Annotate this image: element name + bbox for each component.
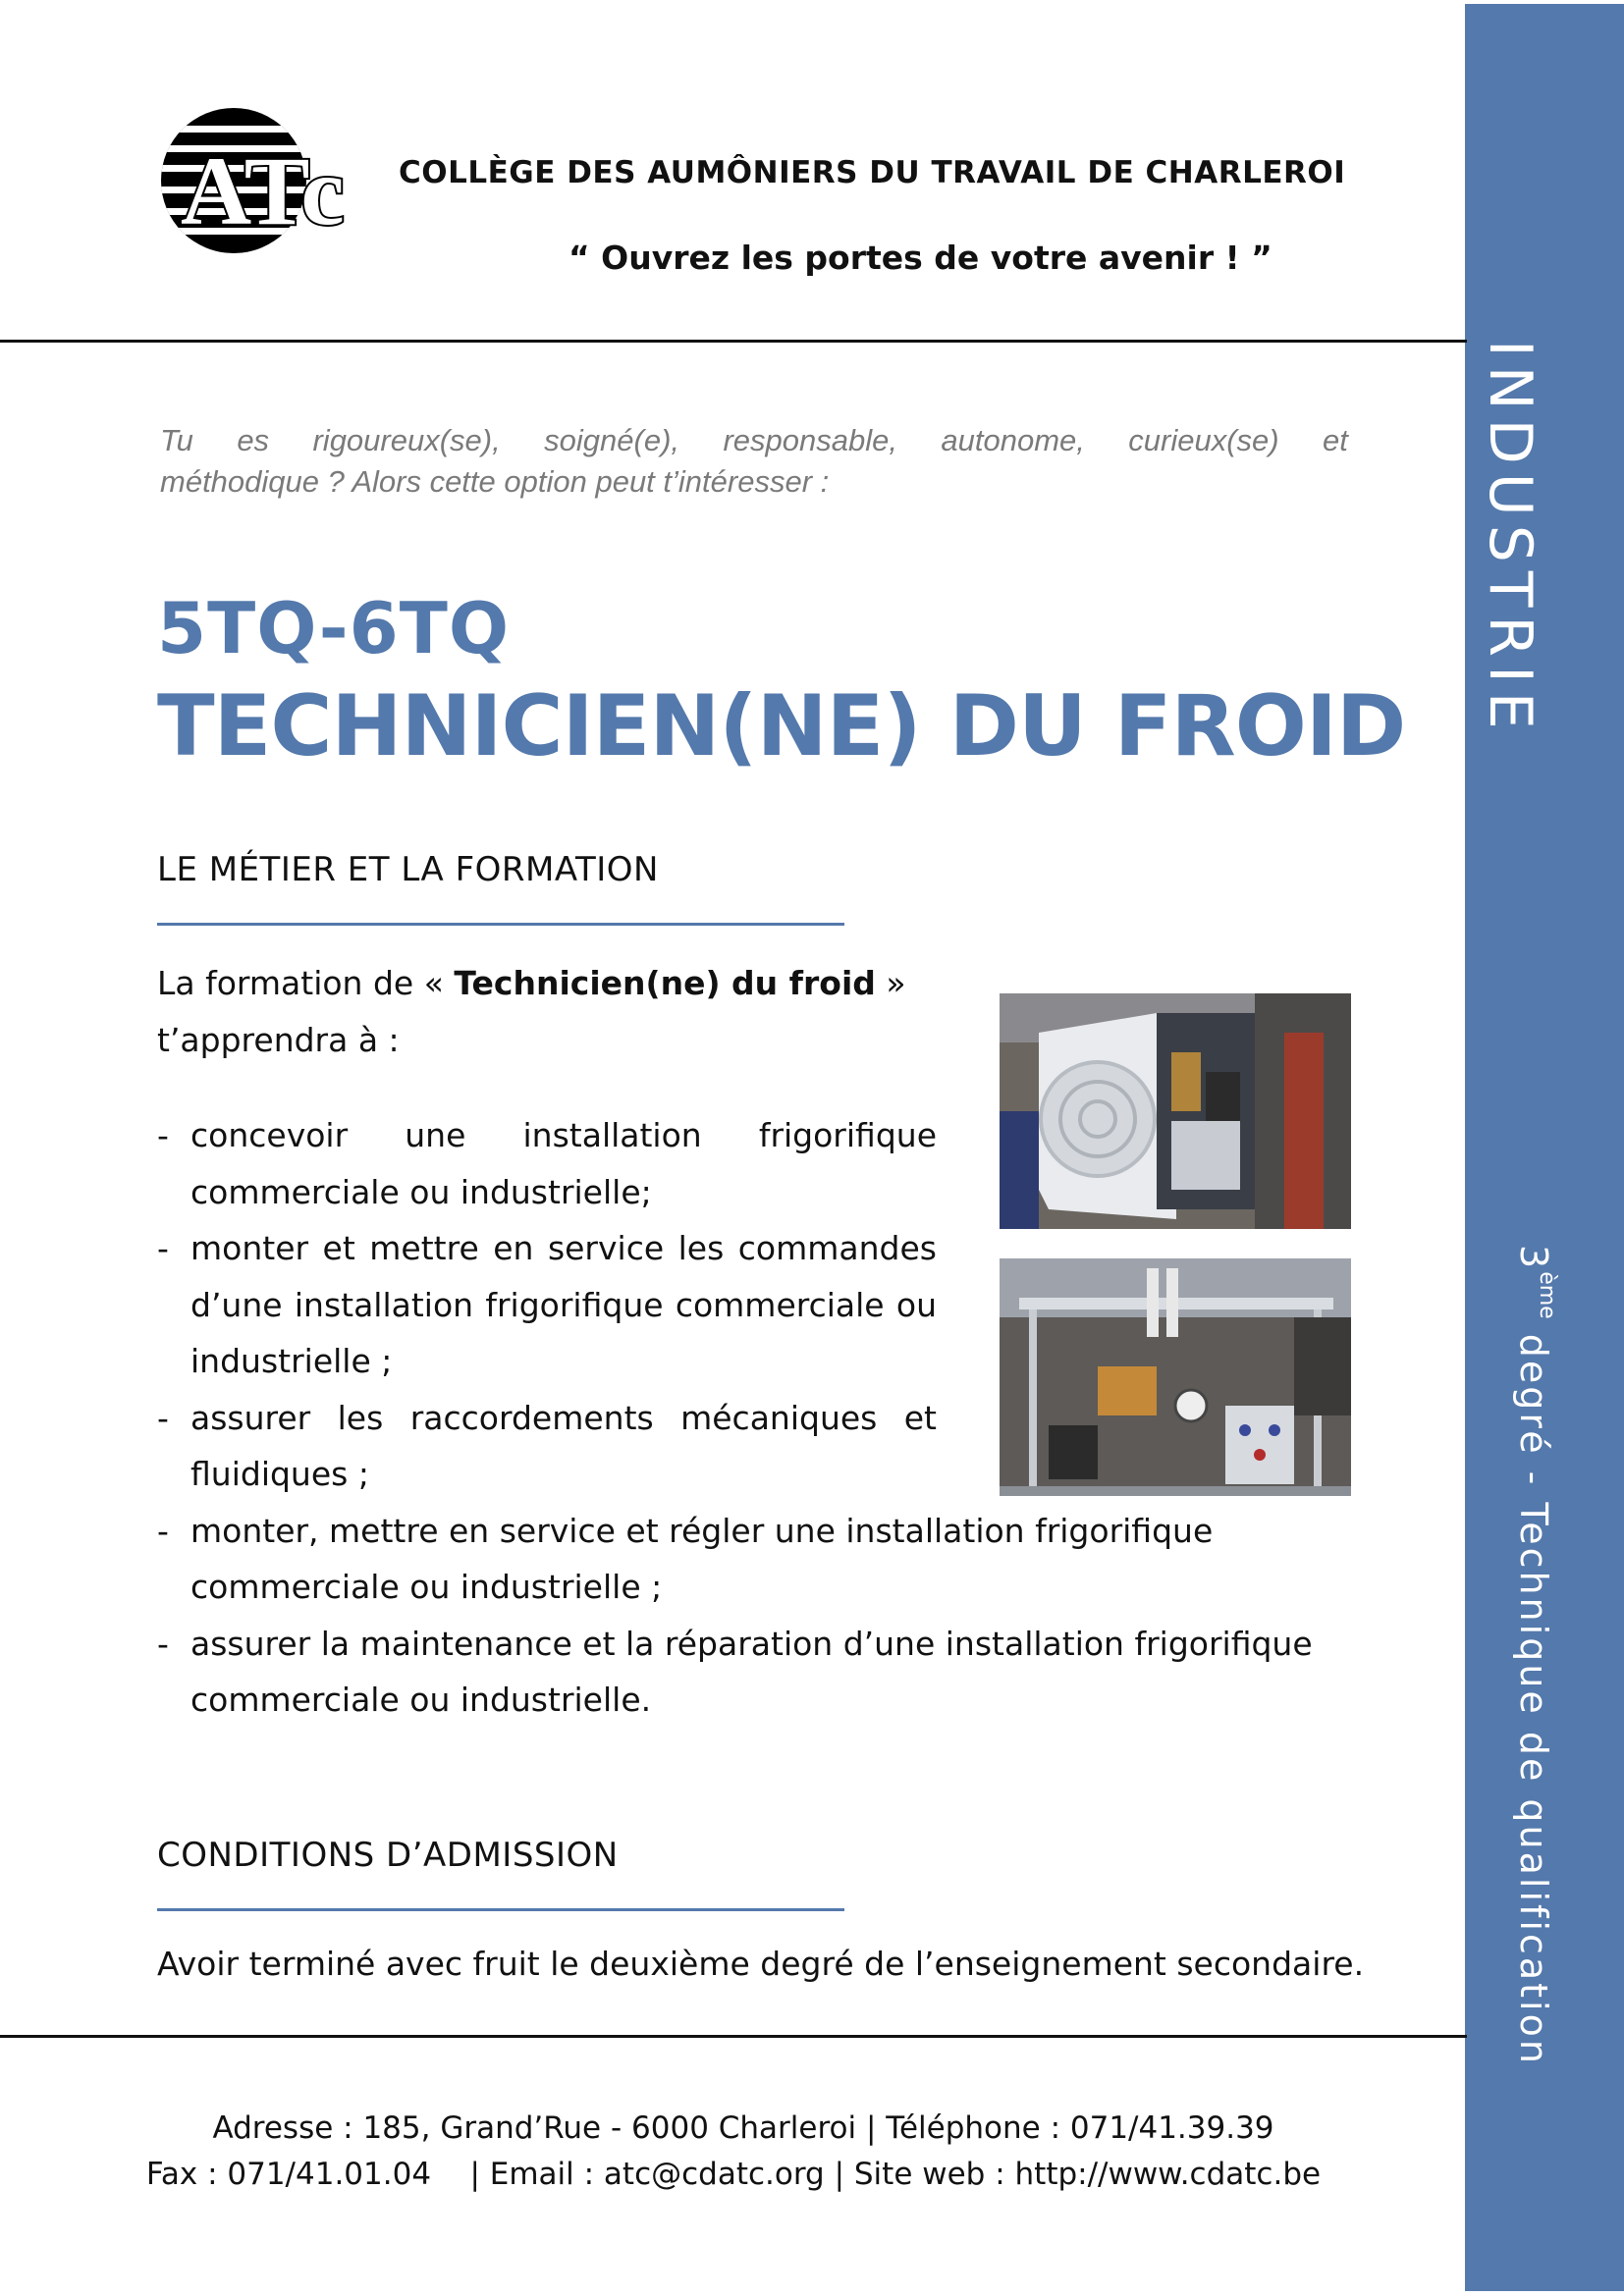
footer-divider [0,2035,1467,2038]
list-item-text: monter, mettre en service et régler une installation frigorifique commerciale ou industrielle ; [190,1511,1214,1606]
photo-condenser-unit [1000,993,1351,1229]
intro-word: et [1323,423,1348,457]
intro-word: Tu [160,423,193,457]
lead-line-2: t’apprendra à : [157,1020,400,1059]
lead-before: La formation de « [157,964,455,1002]
lead-bold: Technicien(ne) du froid [454,964,876,1002]
list-item: - concevoir une installation frigorifique commerciale ou industrielle; [157,1107,937,1220]
intro-word: soigné(e), [544,423,680,457]
school-motto: “ Ouvrez les portes de votre avenir ! ” [568,239,1272,277]
lead-line-1 [157,955,943,1012]
photo-training-bench [1000,1258,1351,1496]
section-heading-admission: CONDITIONS D’ADMISSION [157,1836,619,1875]
footer-contact: Fax : 071/41.01.04 | Email : atc@cdatc.org | Site web : http://www.cdatc.be [145,2157,1322,2192]
section-rule [157,923,844,926]
program-title: TECHNICIEN(NE) DU FROID [157,677,1406,775]
admission-text: Avoir terminé avec fruit le deuxième degré de l’enseignement secondaire. [157,1945,1365,1983]
list-item: - assurer les raccordements mécaniques et fluidiques ; [157,1390,937,1503]
header-divider [0,340,1467,343]
school-logo [157,106,350,255]
footer-address: Adresse : 185, Grand’Rue - 6000 Charleroi | Téléphone : 071/41.39.39 [212,2110,1274,2146]
lead-after: » [875,964,906,1002]
intro-word: curieux(se) [1128,423,1279,457]
degree-number: 3 [1512,1245,1555,1272]
formation-lead [157,955,943,1068]
list-item [157,1503,1271,1616]
intro-word: autonome, [941,423,1085,457]
logo-text: ATc [181,136,345,245]
section-heading-metier: LE MÉTIER ET LA FORMATION [157,850,659,889]
intro-word: rigoureux(se), [312,423,501,457]
degree-label [1512,1245,1559,2066]
intro-line-2: méthodique ? Alors cette option peut t’intéresser : [160,464,830,499]
list-item: - assurer la maintenance et la réparation d’une installation frigorifique commerciale ou industrielle. [157,1616,1384,1729]
degree-text: degré - Technique de qualification [1512,1318,1555,2066]
intro-text [160,420,1348,503]
intro-word: es [237,423,270,457]
degree-superscript: ème [1535,1271,1559,1319]
intro-line-1 [160,420,1348,461]
school-name: COLLÈGE DES AUMÔNIERS DU TRAVAIL DE CHARLEROI [399,155,1346,190]
sector-label: INDUSTRIE [1476,340,1544,738]
section-rule [157,1908,844,1911]
list-item: - monter et mettre en service les commandes d’une installation frigorifique commerciale ou industrielle ; [157,1220,937,1390]
program-code: 5TQ-6TQ [157,587,511,669]
intro-word: responsable, [723,423,897,457]
